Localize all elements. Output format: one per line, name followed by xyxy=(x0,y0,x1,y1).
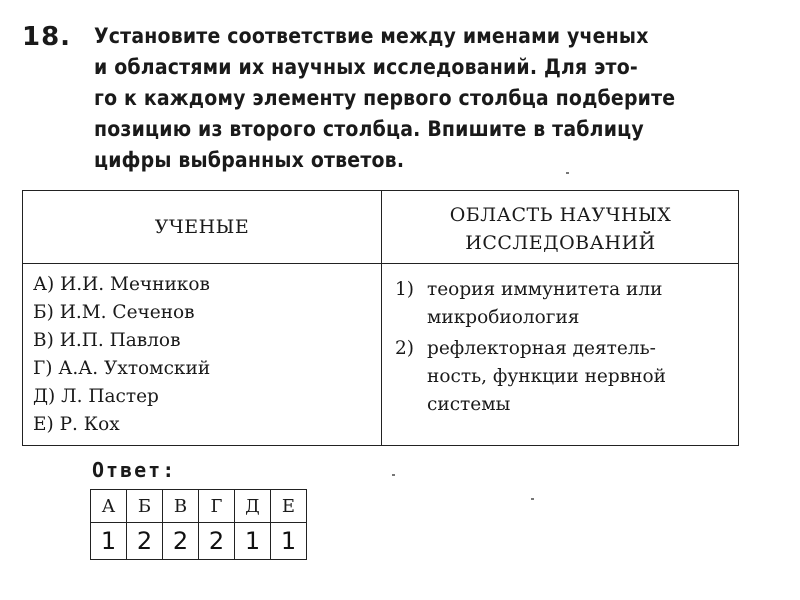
answer-value-cell[interactable]: 1 xyxy=(271,523,307,560)
scientist-item: Д) Л. Пастер xyxy=(33,386,159,407)
scan-speck xyxy=(566,172,569,174)
answer-value-cell[interactable]: 1 xyxy=(235,523,271,560)
field-text-line: системы xyxy=(427,394,511,415)
question-line: Установите соответствие между именами ученых xyxy=(94,24,649,48)
fields-header xyxy=(383,201,738,257)
question-line: цифры выбранных ответов. xyxy=(94,148,405,172)
answer-letter-cell: В xyxy=(163,490,199,523)
answer-letter-cell: А xyxy=(91,490,127,523)
header-divider xyxy=(23,263,738,264)
scientist-item: А) И.И. Мечников xyxy=(33,274,210,295)
field-number: 2) xyxy=(395,338,414,359)
answer-letter-cell: Д xyxy=(235,490,271,523)
field-text-line: теория иммунитета или xyxy=(427,279,663,300)
question-line: и областями их научных исследований. Для это- xyxy=(94,55,638,79)
answer-value-cell[interactable]: 2 xyxy=(127,523,163,560)
answer-values-row xyxy=(91,523,307,560)
question-number: 18. xyxy=(22,22,72,52)
answer-table xyxy=(90,489,307,560)
scan-speck xyxy=(392,474,395,476)
answer-letters-row xyxy=(91,490,307,523)
fields-header-line: ОБЛАСТЬ НАУЧНЫХ xyxy=(449,204,672,226)
field-number: 1) xyxy=(395,279,414,300)
answer-letter-cell: Е xyxy=(271,490,307,523)
matching-table xyxy=(22,190,739,446)
scientist-item: Г) А.А. Ухтомский xyxy=(33,358,211,379)
answer-letter-cell: Г xyxy=(199,490,235,523)
field-text-line: ность, функции нервной xyxy=(427,366,666,387)
fields-header-line: ИССЛЕДОВАНИЙ xyxy=(465,232,656,254)
scientist-item: Б) И.М. Сеченов xyxy=(33,302,195,323)
answer-value-cell[interactable]: 2 xyxy=(199,523,235,560)
scientist-item: В) И.П. Павлов xyxy=(33,330,181,351)
scan-speck xyxy=(531,498,534,500)
answer-letter-cell: Б xyxy=(127,490,163,523)
field-text-line: микробиология xyxy=(427,307,580,328)
answer-label: Ответ: xyxy=(92,458,177,482)
column-divider xyxy=(381,191,382,445)
scientists-header: УЧЕНЫЕ xyxy=(154,216,250,238)
answer-value-cell[interactable]: 1 xyxy=(91,523,127,560)
question-line: го к каждому элементу первого столбца подберите xyxy=(94,86,676,110)
scientist-item: Е) Р. Кох xyxy=(33,414,120,435)
field-text-line: рефлекторная деятель- xyxy=(427,338,656,359)
question-line: позицию из второго столбца. Впишите в таблицу xyxy=(94,117,644,141)
answer-value-cell[interactable]: 2 xyxy=(163,523,199,560)
